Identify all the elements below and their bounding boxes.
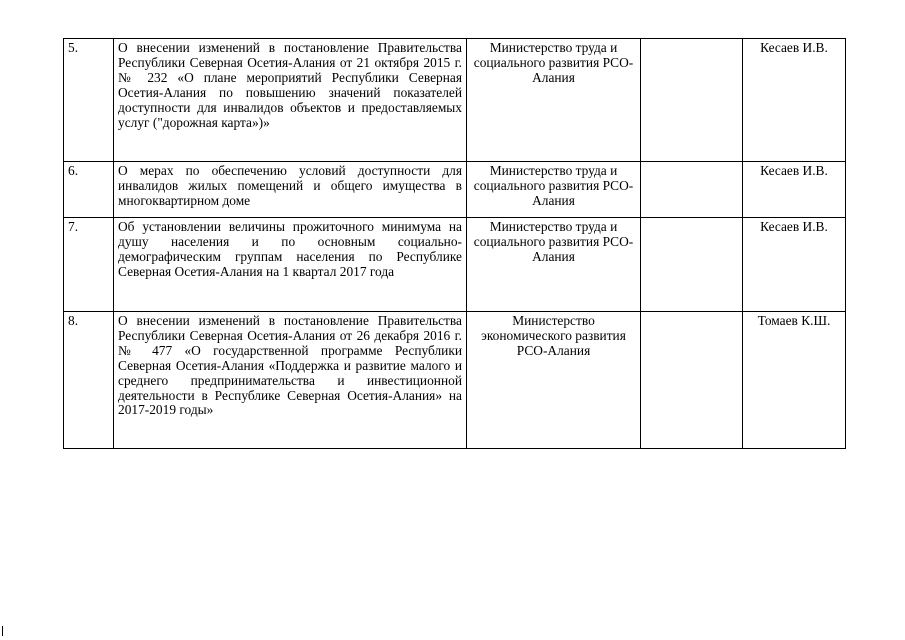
plan-table: [63, 38, 846, 449]
row-number: 8.: [64, 312, 114, 449]
document-title: Об установлении величины прожиточного минимума на душу населения и по основным социально-демографическим группам населения по Республике Северная Осетия-Алания на 1 квартал 2017 года: [114, 218, 467, 312]
responsible-ministry: Министерство труда и социального развития РСО-Алания: [467, 39, 641, 162]
responsible-person: Томаев К.Ш.: [743, 312, 846, 449]
responsible-person: Кесаев И.В.: [743, 162, 846, 218]
empty-cell: [641, 218, 743, 312]
table-row: [64, 39, 846, 162]
document-title: О внесении изменений в постановление Правительства Республики Северная Осетия-Алания от 26 декабря 2016 г. № 477 «О государственной программе Республики Северная Осетия-Алания «Поддержка и развитие малого и среднего предпринимательства и инвестиционной деятельности в Республике Северная Осетия-Алания» на 2017-2019 годы»: [114, 312, 467, 449]
table-row: [64, 312, 846, 449]
responsible-ministry: Министерство труда и социального развития РСО-Алания: [467, 162, 641, 218]
empty-cell: [641, 312, 743, 449]
responsible-ministry: Министерство экономического развития РСО-Алания: [467, 312, 641, 449]
responsible-ministry: Министерство труда и социального развития РСО-Алания: [467, 218, 641, 312]
document-title: О внесении изменений в постановление Правительства Республики Северная Осетия-Алания от 21 октября 2015 г. № 232 «О плане мероприятий Республики Северная Осетия-Алания по повышению значений показателей доступности для инвалидов объектов и предоставляемых услуг ("дорожная карта»)»: [114, 39, 467, 162]
row-number: 5.: [64, 39, 114, 162]
row-number: 7.: [64, 218, 114, 312]
responsible-person: Кесаев И.В.: [743, 218, 846, 312]
row-number: 6.: [64, 162, 114, 218]
empty-cell: [641, 39, 743, 162]
table-row: [64, 162, 846, 218]
empty-cell: [641, 162, 743, 218]
table-row: [64, 218, 846, 312]
scan-mark: [2, 626, 3, 636]
document-title: О мерах по обеспечению условий доступности для инвалидов жилых помещений и общего имущества в многоквартирном доме: [114, 162, 467, 218]
responsible-person: Кесаев И.В.: [743, 39, 846, 162]
